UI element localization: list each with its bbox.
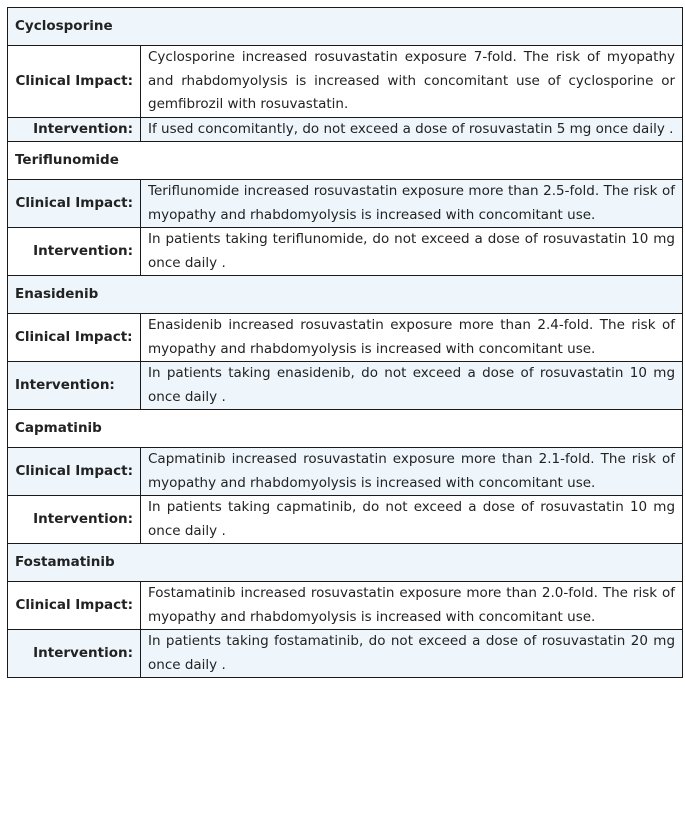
intervention-row [8, 228, 683, 276]
intervention-text: In patients taking fostamatinib, do not exceed a dose of rosuvastatin 20 mg once daily . [141, 630, 683, 678]
intervention-label: Intervention: [8, 362, 141, 410]
section-header-row [8, 142, 683, 180]
intervention-label: Intervention: [8, 228, 141, 276]
drug-name: Enasidenib [8, 276, 683, 314]
drug-name: Fostamatinib [8, 544, 683, 582]
intervention-row [8, 630, 683, 678]
clinical-impact-text: Fostamatinib increased rosuvastatin exposure more than 2.0-fold. The risk of myopathy and rhabdomyolysis is increased with concomitant use. [141, 582, 683, 630]
clinical-impact-row [8, 46, 683, 118]
clinical-impact-label: Clinical Impact: [8, 314, 141, 362]
section-header-row [8, 410, 683, 448]
intervention-text: In patients taking capmatinib, do not exceed a dose of rosuvastatin 10 mg once daily . [141, 496, 683, 544]
clinical-impact-label: Clinical Impact: [8, 582, 141, 630]
drug-name: Teriflunomide [8, 142, 683, 180]
clinical-impact-text: Enasidenib increased rosuvastatin exposure more than 2.4-fold. The risk of myopathy and rhabdomyolysis is increased with concomitant use. [141, 314, 683, 362]
intervention-row [8, 117, 683, 142]
intervention-row [8, 362, 683, 410]
drug-interaction-table [7, 7, 683, 678]
clinical-impact-text: Capmatinib increased rosuvastatin exposure more than 2.1-fold. The risk of myopathy and rhabdomyolysis is increased with concomitant use. [141, 448, 683, 496]
clinical-impact-label: Clinical Impact: [8, 180, 141, 228]
intervention-label: Intervention: [8, 630, 141, 678]
section-header-row [8, 544, 683, 582]
drug-name: Capmatinib [8, 410, 683, 448]
intervention-label: Intervention: [8, 496, 141, 544]
intervention-row [8, 496, 683, 544]
section-header-row [8, 8, 683, 46]
drug-interaction-table-container [7, 7, 682, 678]
intervention-text: In patients taking enasidenib, do not exceed a dose of rosuvastatin 10 mg once daily . [141, 362, 683, 410]
section-header-row [8, 276, 683, 314]
drug-name: Cyclosporine [8, 8, 683, 46]
clinical-impact-label: Clinical Impact: [8, 448, 141, 496]
clinical-impact-row [8, 448, 683, 496]
clinical-impact-label: Clinical Impact: [8, 46, 141, 118]
intervention-text: If used concomitantly, do not exceed a dose of rosuvastatin 5 mg once daily . [141, 117, 683, 142]
intervention-label: Intervention: [8, 117, 141, 142]
clinical-impact-row [8, 180, 683, 228]
clinical-impact-text: Teriflunomide increased rosuvastatin exposure more than 2.5-fold. The risk of myopathy and rhabdomyolysis is increased with concomitant use. [141, 180, 683, 228]
clinical-impact-row [8, 582, 683, 630]
intervention-text: In patients taking teriflunomide, do not exceed a dose of rosuvastatin 10 mg once daily . [141, 228, 683, 276]
clinical-impact-row [8, 314, 683, 362]
clinical-impact-text: Cyclosporine increased rosuvastatin exposure 7-fold. The risk of myopathy and rhabdomyolysis is increased with concomitant use of cyclosporine or gemfibrozil with rosuvastatin. [141, 46, 683, 118]
